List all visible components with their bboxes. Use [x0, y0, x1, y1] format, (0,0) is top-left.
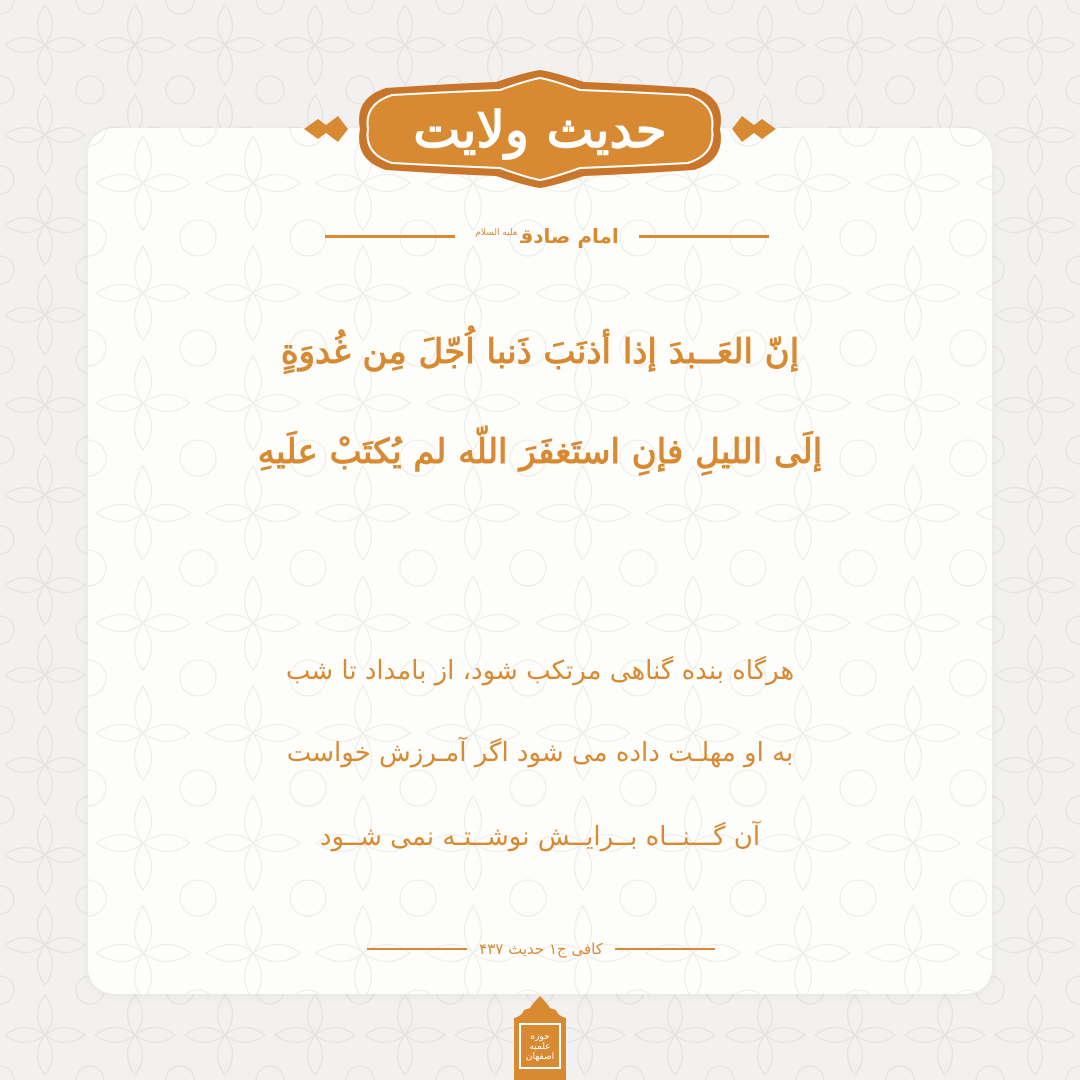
persian-line-2: به او مهلـت داده می شود اگر آمـرزش خواست	[286, 738, 794, 768]
arabic-line-2: إلَى الليلِ فإنِ استَغفَرَ اللّه لم يُكتَبْ علَيهِ	[257, 432, 823, 472]
persian-line-1: هرگاه بنده گناهی مرتکب شود، از بامداد تا شب	[285, 656, 795, 686]
attribution-honorific: علیه السلام	[475, 228, 518, 239]
attribution	[300, 218, 794, 254]
attribution-rule-right	[639, 235, 769, 238]
source-text: کافی ج۱ حدیث ۴۳۷	[479, 940, 603, 958]
source-rule-left	[367, 948, 467, 950]
source-citation	[336, 934, 746, 964]
arabic-line-1: إنّ العَــبدَ إذا أذنَبَ ذَنبا اُجّلَ مِن غُدوَةٍ	[280, 332, 800, 372]
attribution-name: امام صادق$^{علیه السلام}$	[475, 224, 619, 248]
card-pattern	[88, 128, 992, 994]
hadith-card	[88, 128, 992, 994]
logo-text: حوزه علمیه اصفهان	[525, 1032, 555, 1062]
source-rule-right	[615, 948, 715, 950]
persian-line-3: آن گـــنــاه بــرایــش نوشــتـه نمی شــود	[319, 822, 761, 852]
page-title: حدیث ولایت	[413, 99, 667, 159]
attribution-rule-left	[325, 235, 455, 238]
